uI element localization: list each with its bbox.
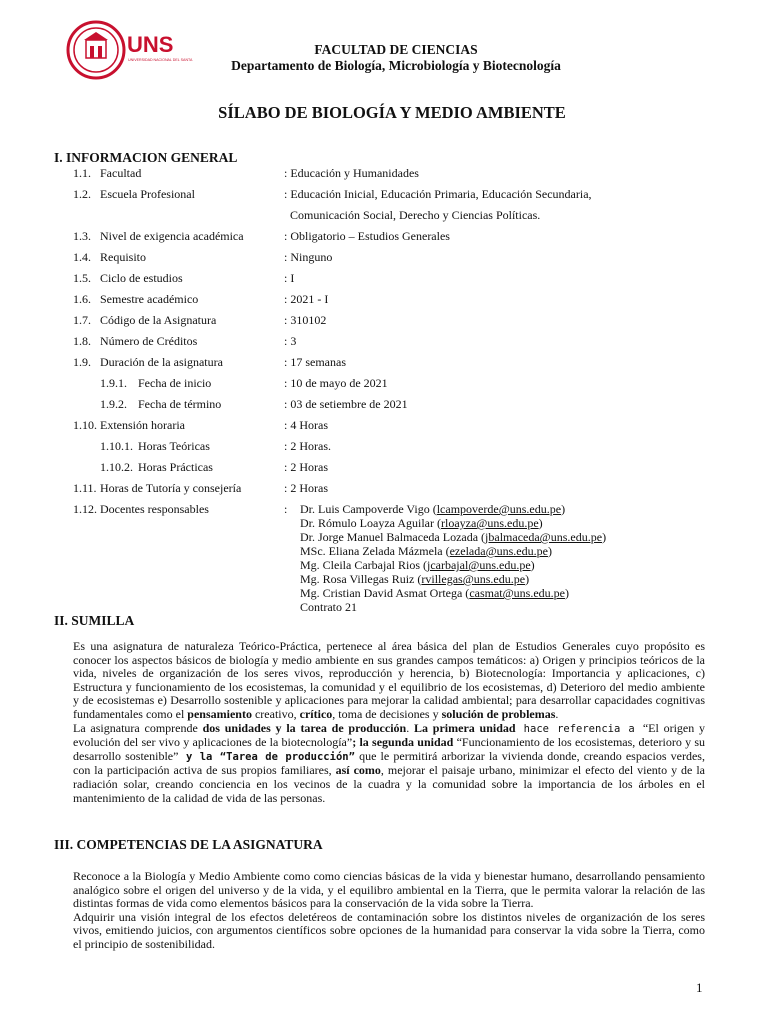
teacher-entry bbox=[300, 502, 565, 517]
info-row-label: Escuela Profesional bbox=[100, 187, 195, 201]
info-row bbox=[0, 376, 768, 392]
section-2-heading: II. SUMILLA bbox=[54, 613, 135, 628]
logo-text: UNS bbox=[127, 32, 174, 57]
faculty-heading: FACULTAD DE CIENCIAS bbox=[314, 42, 478, 57]
teacher-name: MSc. Eliana Zelada Mázmela ( bbox=[300, 544, 450, 558]
teacher-email-link[interactable]: rvillegas@uns.edu.pe bbox=[421, 572, 526, 586]
teacher-name: Mg. Cleila Carbajal Rios ( bbox=[300, 558, 427, 572]
teacher-email-close: ) bbox=[538, 516, 543, 530]
teacher-email-link[interactable]: jbalmaceda@uns.edu.pe bbox=[485, 530, 603, 544]
info-row-number: 1.3. bbox=[73, 229, 91, 243]
info-row-number: 1.11. bbox=[73, 481, 97, 495]
sumilla-paragraph-1: Es una asignatura de naturaleza Teórico-Práctica, pertenece al área básica del plan de Estudios Generales cuyo propósito es conocer los aspectos básicos de biología y medio ambiente en sus grandes campos temáticos: a) Origen y principios teóricos de la vida, niveles de organización de los seres vivos, reproducción y herencia, b) Biotecnología: Importancia y aplicaciones, c) Estructura y funcionamiento de los ecosistemas, la comunidad y el equilibrio de los ecosistemas, d) Deterioro del medio ambiente y de ecosistemas e) Desarrollo sostenible y aplicaciones para mejorar la calidad ambiental; para desarrollar capacidades cognitivas fundamentales como el pensamiento creativo, crítico, toma de decisiones y solución de problemas. bbox=[73, 639, 705, 721]
info-row-label: Nivel de exigencia académica bbox=[100, 229, 244, 243]
info-row bbox=[0, 271, 768, 287]
teacher-email-link[interactable]: lcampoverde@uns.edu.pe bbox=[436, 502, 562, 516]
info-row bbox=[0, 439, 768, 455]
info-row-label: Docentes responsables bbox=[100, 502, 209, 516]
info-row bbox=[0, 313, 768, 329]
info-row-label: Número de Créditos bbox=[100, 334, 198, 348]
info-row bbox=[0, 250, 768, 266]
info-row-number: 1.9.1. bbox=[100, 376, 127, 390]
info-row-number: 1.9.2. bbox=[100, 397, 127, 411]
info-row bbox=[0, 208, 768, 224]
teacher-email-link[interactable]: casmat@uns.edu.pe bbox=[469, 586, 566, 600]
info-row-value: : Educación y Humanidades bbox=[284, 166, 419, 180]
info-row-value: : Obligatorio – Estudios Generales bbox=[284, 229, 450, 243]
teacher-email-close: ) bbox=[530, 558, 535, 572]
info-row-label: Horas Teóricas bbox=[138, 439, 210, 453]
info-row-number: 1.9. bbox=[73, 355, 91, 369]
teacher-entry bbox=[300, 572, 529, 587]
info-row-label: Fecha de inicio bbox=[138, 376, 212, 390]
logo-subtext: UNIVERSIDAD NACIONAL DEL SANTA bbox=[128, 58, 193, 62]
info-row-number: 1.10.2. bbox=[100, 460, 133, 474]
teacher-name: Dr. Luis Campoverde Vigo ( bbox=[300, 502, 437, 516]
info-row-value: Comunicación Social, Derecho y Ciencias Políticas. bbox=[290, 208, 541, 222]
info-row-label: Requisito bbox=[100, 250, 147, 264]
info-row-value: : 2 Horas. bbox=[284, 439, 331, 453]
info-row-number: 1.10. bbox=[73, 418, 97, 432]
teacher-entry bbox=[300, 586, 569, 601]
info-row bbox=[0, 397, 768, 413]
info-row bbox=[0, 229, 768, 245]
competencias-text bbox=[73, 870, 705, 952]
teacher-entry bbox=[300, 558, 535, 573]
info-row-value: : 17 semanas bbox=[284, 355, 346, 369]
teacher-entry bbox=[300, 516, 543, 531]
info-row-value: : 2 Horas bbox=[284, 481, 328, 495]
info-row-value: : 2 Horas bbox=[284, 460, 328, 474]
info-row-label: Horas Prácticas bbox=[138, 460, 213, 474]
teacher-email-link[interactable]: jcarbajal@uns.edu.pe bbox=[426, 558, 531, 572]
info-row bbox=[0, 355, 768, 371]
teacher-email-close: ) bbox=[565, 586, 570, 600]
info-row bbox=[0, 187, 768, 203]
teacher-entry bbox=[300, 600, 357, 615]
info-row-label: Fecha de término bbox=[138, 397, 222, 411]
info-row-label: Código de la Asignatura bbox=[100, 313, 217, 327]
sumilla-paragraph-2: La asignatura comprende dos unidades y la tarea de producción. La primera unidad hace referencia a “El origen y evolución del ser vivo y aplicaciones de la biotecnología”; la segunda unidad “Funcionamiento de los ecosistemas, deterioro y su desarrollo sostenible” y la “Tarea de producción” que le permitirá arborizar la vivienda donde, creando espacios verdes, con la participación activa de sus propios familiares, así como, mejorar el paisaje urbano, minimizar el efecto del viento y de la radiación solar, creando conciencia en los vecinos de la cuadra y la comunidad sobre la importancia de los árboles en el mantenimiento de la calidad de vida de las personas. bbox=[73, 720, 706, 805]
sumilla-text bbox=[73, 640, 705, 805]
info-row-number: 1.8. bbox=[73, 334, 91, 348]
teacher-email-close: ) bbox=[602, 530, 607, 544]
info-row bbox=[0, 292, 768, 308]
document-title: SÍLABO DE BIOLOGÍA Y MEDIO AMBIENTE bbox=[218, 103, 566, 122]
info-row-value: : 2021 - I bbox=[284, 292, 329, 306]
info-row-number: 1.10.1. bbox=[100, 439, 133, 453]
info-row-number: 1.12. bbox=[73, 502, 97, 516]
info-row-label: Ciclo de estudios bbox=[100, 271, 183, 285]
info-row bbox=[0, 481, 768, 497]
teacher-email-close: ) bbox=[525, 572, 530, 586]
info-row-value: : Ninguno bbox=[284, 250, 333, 264]
info-row-label: Duración de la asignatura bbox=[100, 355, 223, 369]
info-row-value: : 10 de mayo de 2021 bbox=[284, 376, 388, 390]
info-row-value: : 4 Horas bbox=[284, 418, 328, 432]
info-row-number: 1.2. bbox=[73, 187, 91, 201]
teacher-email-link[interactable]: rloayza@uns.edu.pe bbox=[440, 516, 539, 530]
teacher-name: Mg. Rosa Villegas Ruiz ( bbox=[300, 572, 422, 586]
info-row-value: : bbox=[284, 502, 288, 516]
info-row bbox=[0, 166, 768, 182]
info-row-value: : 310102 bbox=[284, 313, 327, 327]
info-row-label: Semestre académico bbox=[100, 292, 199, 306]
teacher-name: Mg. Cristian David Asmat Ortega ( bbox=[300, 586, 470, 600]
teacher-name: Dr. Jorge Manuel Balmaceda Lozada ( bbox=[300, 530, 486, 544]
info-row bbox=[0, 334, 768, 350]
info-row-number: 1.5. bbox=[73, 271, 91, 285]
teacher-email-close: ) bbox=[547, 544, 552, 558]
teacher-name: Contrato 21 bbox=[300, 600, 357, 614]
info-row-value: : 3 bbox=[284, 334, 297, 348]
teacher-email-close: ) bbox=[561, 502, 566, 516]
info-row-number: 1.7. bbox=[73, 313, 91, 327]
competencias-paragraph-2: Adquirir una visión integral de los efectos deletéreos de contaminación sobre los distintos niveles de organización de los seres vivos, emitiendo juicios, con argumentos científicos sobre opciones de la humanidad para conservar la vida sobre la Tierra, como el principio de sostenibilidad. bbox=[73, 909, 705, 951]
info-row-value: : 03 de setiembre de 2021 bbox=[284, 397, 408, 411]
info-row-value: : I bbox=[284, 271, 295, 285]
info-row-label: Facultad bbox=[100, 166, 142, 180]
teacher-name: Dr. Rómulo Loayza Aguilar ( bbox=[300, 516, 441, 530]
info-row-label: Extensión horaria bbox=[100, 418, 185, 432]
info-row-number: 1.4. bbox=[73, 250, 91, 264]
teacher-entry bbox=[300, 530, 606, 545]
info-row-number: 1.6. bbox=[73, 292, 91, 306]
teacher-email-link[interactable]: ezelada@uns.edu.pe bbox=[449, 544, 548, 558]
info-row-value: : Educación Inicial, Educación Primaria, Educación Secundaria, bbox=[284, 187, 592, 201]
info-row bbox=[0, 460, 768, 476]
department-heading: Departamento de Biología, Microbiología y Biotecnología bbox=[231, 58, 561, 73]
info-row bbox=[0, 418, 768, 434]
info-row-label: Horas de Tutoría y consejería bbox=[100, 481, 242, 495]
info-row-number: 1.1. bbox=[73, 166, 91, 180]
section-3-heading: III. COMPETENCIAS DE LA ASIGNATURA bbox=[54, 837, 323, 852]
teacher-entry bbox=[300, 544, 552, 559]
page-number: 1 bbox=[696, 980, 703, 995]
section-1-heading: I. INFORMACION GENERAL bbox=[54, 150, 238, 165]
competencias-paragraph-1: Reconoce a la Biología y Medio Ambiente como como ciencias básicas de la vida y bienestar humano, desarrollando pensamiento analógico sobre el origen del universo y de la vida, y el equilibro ambiental en la Tierra, que le permita valorar la relación de las distintas formas de vida como elementos básicos para la conservación de la vida sobre la Tierra. bbox=[73, 869, 705, 911]
